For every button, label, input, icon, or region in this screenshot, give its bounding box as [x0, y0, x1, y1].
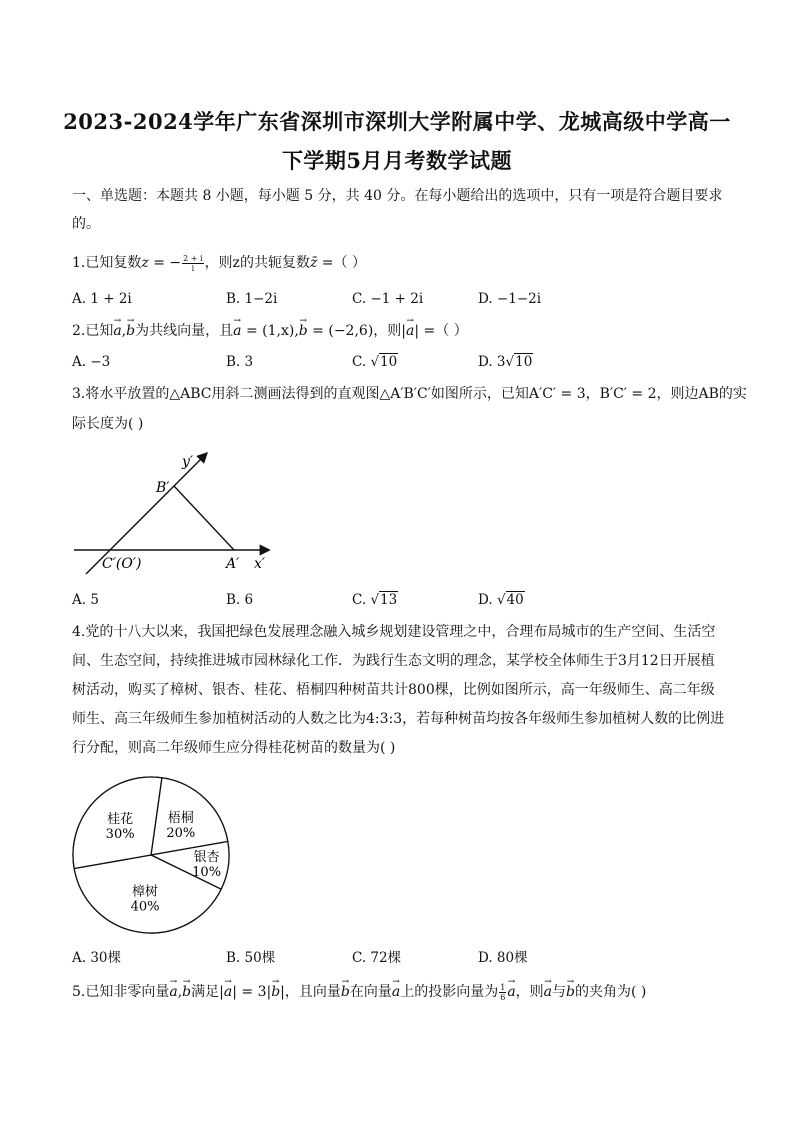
- q1-end: =（ ）: [317, 255, 366, 271]
- question-3-line1: 3.将水平放置的△ABC用斜二测画法得到的直观图△A′B′C′如图所示，已知A′C′ = 3，B′C′ = 2，则边AB的实: [72, 386, 747, 402]
- q2-option-c-sqrt: √10: [370, 354, 398, 370]
- q5-vec-a5: → a: [544, 982, 552, 1002]
- q5-vec-b3: → b: [341, 982, 350, 1002]
- q5-vec-b4: → b: [566, 982, 575, 1002]
- q5-fraction: [499, 983, 506, 1002]
- q5-end: 的夹角为( ): [575, 984, 647, 1000]
- question-3-line2: 际长度为( ): [72, 416, 144, 432]
- q5-frac-den: 6: [500, 992, 506, 1002]
- q5-frac-num: 1: [500, 982, 506, 992]
- q2-option-d-radicand: 10: [515, 354, 533, 370]
- pie-label-桂花: 桂花: [107, 812, 134, 828]
- q5-mid2: |，且向量: [280, 984, 341, 1000]
- q2-vec-a: → a: [113, 321, 121, 341]
- q3-option-d-sqrt: √40: [496, 592, 524, 608]
- q2-vec-a3: → a: [406, 321, 414, 341]
- pie-label-梧桐: 梧桐: [167, 811, 194, 827]
- q2-end: | =（ ）: [414, 323, 468, 339]
- q3-option-d: [478, 592, 525, 608]
- q2-vec-b2: → b: [299, 321, 308, 341]
- q2-option-c-radicand: 10: [380, 354, 398, 370]
- question-4-line2: 间、生态空间，持续推进城市园林绿化工作．为践行生态文明的理念，某学校全体师生于3月12日开展植: [72, 653, 715, 669]
- q1-frac-den: i: [191, 263, 195, 273]
- q1-option-d: D. −1−2i: [478, 291, 542, 307]
- oblique-triangle-figure: [70, 446, 280, 586]
- q4-option-a: A. 30棵: [72, 950, 122, 966]
- question-1: [72, 253, 366, 273]
- tree-seedling-pie-chart: [66, 770, 236, 940]
- q3-option-b: B. 6: [226, 592, 254, 608]
- q3-option-d-radicand: 40: [506, 592, 524, 608]
- section-instructions-line1: 一、单选题：本题共 8 小题，每小题 5 分，共 40 分。在每小题给出的选项中，只有一项是符合题目要求: [72, 188, 723, 204]
- question-4-line3: 树活动，购买了樟树、银杏、桂花、梧桐四种树苗共计800棵，比例如图所示，高一年级师生、高二年级: [72, 682, 715, 698]
- x-axis-label: x′: [254, 556, 266, 572]
- question-5: 5.已知非零向量→ a,→ b满足|→ a| = 3|→ b|，且向量→ b在向量→ a上的投影向量为 $\frac{1}{6}$ → a，则→ a与→ b的夹角为( ): [72, 982, 646, 1002]
- q5-mid6: 与: [552, 984, 567, 1000]
- q2-mid: 为共线向量，且: [135, 323, 234, 339]
- q1-z: z: [141, 255, 149, 271]
- q2-option-a: A. −3: [72, 354, 111, 370]
- q5-prefix: 5.已知非零向量: [72, 984, 170, 1000]
- section-instructions-line2: 的。: [72, 216, 100, 232]
- q5-mid3: 在向量: [349, 984, 392, 1000]
- q4-option-d: D. 80棵: [478, 950, 528, 966]
- q2-vec-b: → b: [126, 321, 135, 341]
- q2-option-b: B. 3: [226, 354, 254, 370]
- q1-zbar: z̄: [309, 255, 318, 271]
- pie-percent-梧桐: 20%: [166, 826, 196, 842]
- q3-option-c-label: C.: [352, 592, 371, 608]
- q2-option-c: [352, 354, 398, 370]
- pie-label-银杏: 银杏: [193, 849, 220, 865]
- q5-mid: 满足|: [191, 984, 224, 1000]
- q2-tail: ，则|: [373, 323, 407, 339]
- q5-mid4: 上的投影向量为: [400, 984, 499, 1000]
- q5-vec-a: → a: [169, 982, 177, 1002]
- q1-frac-num: 2 + i: [183, 253, 203, 263]
- q5-vec-a3: → a: [392, 982, 400, 1002]
- q5-vec-b: → b: [182, 982, 191, 1002]
- q1-option-b: B. 1−2i: [226, 291, 278, 307]
- q2-b-val: = (−2,6): [307, 323, 374, 339]
- q1-option-c: C. −1 + 2i: [352, 291, 424, 307]
- q2-option-d-label: D. 3: [478, 354, 506, 370]
- q1-suffix: ，则z的共轭复数: [204, 255, 310, 271]
- side-b-a: [174, 486, 234, 550]
- y-axis-label: y′: [182, 454, 194, 470]
- q2-option-d-sqrt: √10: [505, 354, 533, 370]
- q5-eq: | = 3|: [232, 984, 272, 1000]
- question-4-line4: 师生、高三年级师生参加植树活动的人数之比为4:3:3，若每种树苗均按各年级师生参加植树人数的比例进: [72, 711, 725, 727]
- q5-vec-a4: → a: [507, 982, 515, 1002]
- q3-option-c-radicand: 13: [380, 592, 398, 608]
- q1-eq: = −: [148, 255, 182, 271]
- q4-option-b: B. 50棵: [226, 950, 276, 966]
- q2-vec-a2: → a: [233, 321, 241, 341]
- exam-title-line1: 2023-2024学年广东省深圳市深圳大学附属中学、龙城高级中学高一: [63, 109, 731, 134]
- point-c-label: C′(O′): [102, 556, 142, 572]
- q3-option-d-label: D.: [478, 592, 497, 608]
- q5-vec-a2: → a: [224, 982, 232, 1002]
- point-a-label: A′: [226, 556, 240, 572]
- question-4-line1: 4.党的十八大以来，我国把绿色发展理念融入城乡规划建设管理之中，合理布局城市的生产空间、生活空: [72, 624, 716, 640]
- q3-option-c: [352, 592, 398, 608]
- q2-a-val: = (1,x): [241, 323, 295, 339]
- question-4-line5: 行分配，则高二年级师生应分得桂花树苗的数量为( ): [72, 740, 396, 756]
- q5-vec-b2: → b: [271, 982, 280, 1002]
- exam-title-line2: 下学期5月月考数学试题: [281, 148, 513, 173]
- q2-option-d: [478, 354, 533, 370]
- q1-prefix: 1.已知复数: [72, 255, 142, 271]
- point-b-label: B′: [156, 480, 170, 496]
- q5-mid5: ，则: [515, 984, 544, 1000]
- q4-option-c: C. 72棵: [352, 950, 402, 966]
- pie-percent-银杏: 10%: [192, 864, 222, 880]
- q2-option-c-label: C.: [352, 354, 371, 370]
- q3-option-c-sqrt: √13: [370, 592, 398, 608]
- q1-option-a: A. 1 + 2i: [72, 291, 132, 307]
- q3-option-a: A. 5: [72, 592, 99, 608]
- pie-percent-樟树: 40%: [130, 899, 160, 915]
- pie-percent-桂花: 30%: [105, 827, 135, 843]
- pie-label-樟树: 樟树: [132, 884, 159, 900]
- question-2: 2.已知→ a,→ b为共线向量，且→ a = (1,x),→ b = (−2,6)，则|→ a| =（ ）: [72, 321, 468, 341]
- q1-fraction: [182, 254, 203, 273]
- q2-prefix: 2.已知: [72, 323, 114, 339]
